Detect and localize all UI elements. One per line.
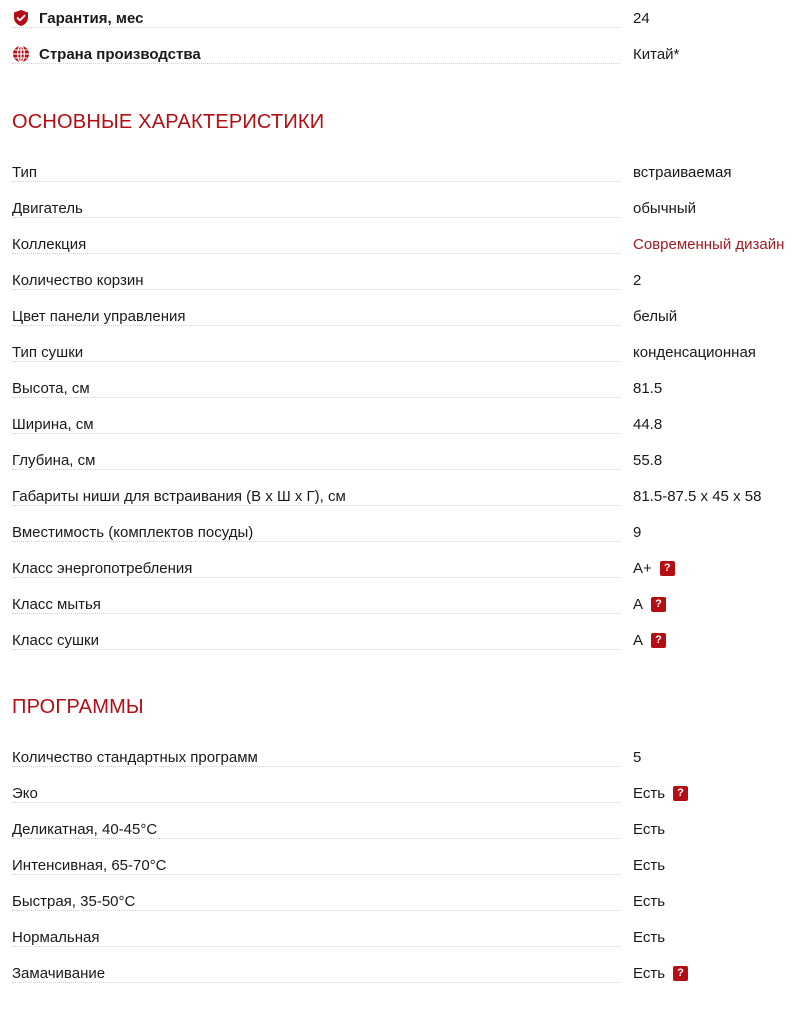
main-spec-value-text: 55.8	[633, 451, 663, 469]
leader-dots	[12, 649, 620, 650]
section-title-main: ОСНОВНЫЕ ХАРАКТЕРИСТИКИ	[12, 111, 325, 133]
main-spec-label: Тип	[12, 164, 43, 181]
program-spec-value-text: Есть	[633, 856, 666, 874]
leader-dots	[12, 433, 620, 434]
program-spec-value-text: Есть	[633, 964, 666, 982]
main-spec-row	[0, 622, 802, 658]
main-spec-row	[0, 514, 802, 550]
main-spec-row	[0, 406, 802, 442]
main-spec-value-text: встраиваемая	[633, 163, 732, 181]
main-spec-value-text: A	[633, 631, 644, 649]
leader-dots	[12, 469, 620, 470]
main-spec-label: Глубина, см	[12, 452, 101, 469]
leader-dots	[12, 802, 620, 803]
main-spec-row	[0, 190, 802, 226]
leader-dots	[12, 577, 620, 578]
main-spec-value-text: 9	[633, 523, 642, 541]
main-spec-value-text: белый	[633, 307, 678, 325]
program-spec-value	[633, 847, 665, 883]
main-spec-label: Класс энергопотребления	[12, 560, 198, 577]
main-spec-label: Двигатель	[12, 200, 89, 217]
main-spec-value	[633, 190, 696, 226]
program-spec-label: Количество стандартных программ	[12, 749, 264, 766]
main-spec-label: Коллекция	[12, 236, 92, 253]
main-spec-label: Габариты ниши для встраивания (В х Ш х Г), см	[12, 488, 352, 505]
spec-row-warranty	[0, 0, 802, 36]
help-icon[interactable]: ?	[651, 633, 666, 648]
program-spec-row	[0, 919, 802, 955]
main-spec-value	[633, 406, 662, 442]
program-spec-value-text: Есть	[633, 892, 666, 910]
leader-dots	[12, 325, 620, 326]
program-spec-row	[0, 847, 802, 883]
main-spec-row	[0, 226, 802, 262]
main-spec-value-text: 44.8	[633, 415, 663, 433]
shield-icon	[12, 9, 30, 27]
leader-dots	[12, 361, 620, 362]
program-spec-row	[0, 811, 802, 847]
main-spec-value	[633, 298, 677, 334]
program-spec-value-text: Есть	[633, 928, 666, 946]
main-spec-value	[633, 514, 641, 550]
leader-dots	[12, 253, 620, 254]
program-spec-row	[0, 955, 802, 991]
main-spec-value-text: обычный	[633, 199, 696, 217]
program-spec-label: Деликатная, 40-45°C	[12, 821, 163, 838]
main-spec-value-text: 81.5-87.5 х 45 х 58	[633, 487, 762, 505]
spec-row-country	[0, 36, 802, 72]
main-spec-value-text: A	[633, 595, 644, 613]
help-icon[interactable]: ?	[673, 786, 688, 801]
main-spec-row	[0, 154, 802, 190]
main-spec-row	[0, 370, 802, 406]
main-spec-label: Количество корзин	[12, 272, 150, 289]
program-spec-value	[633, 919, 665, 955]
warranty-value: 24	[633, 9, 650, 27]
leader-dots	[12, 27, 620, 28]
main-spec-value	[633, 442, 662, 478]
leader-dots	[12, 397, 620, 398]
main-spec-row	[0, 478, 802, 514]
program-spec-label: Замачивание	[12, 965, 111, 982]
leader-dots	[12, 505, 620, 506]
program-spec-value-text: Есть	[633, 820, 666, 838]
leader-dots	[12, 946, 620, 947]
leader-dots	[12, 910, 620, 911]
main-spec-row	[0, 586, 802, 622]
main-spec-value	[633, 370, 662, 406]
main-spec-value	[633, 550, 675, 586]
main-spec-value-text: 81.5	[633, 379, 663, 397]
leader-dots	[12, 982, 620, 983]
globe-icon	[12, 45, 30, 63]
main-spec-row	[0, 334, 802, 370]
leader-dots	[12, 181, 620, 182]
main-spec-value	[633, 586, 666, 622]
main-spec-label: Класс мытья	[12, 596, 107, 613]
leader-dots	[12, 874, 620, 875]
country-value: Китай*	[633, 45, 680, 63]
leader-dots	[12, 613, 620, 614]
section-title-programs: ПРОГРАММЫ	[12, 696, 144, 718]
collection-link[interactable]: Современный дизайн	[633, 235, 785, 253]
program-spec-value	[633, 811, 665, 847]
leader-dots	[12, 838, 620, 839]
main-spec-value	[633, 334, 756, 370]
program-spec-value	[633, 775, 688, 811]
help-icon[interactable]: ?	[673, 966, 688, 981]
program-spec-value	[633, 739, 641, 775]
program-spec-label: Интенсивная, 65-70°C	[12, 857, 173, 874]
main-spec-value	[633, 226, 784, 262]
program-spec-label: Нормальная	[12, 929, 106, 946]
program-spec-label: Эко	[12, 785, 44, 802]
help-icon[interactable]: ?	[651, 597, 666, 612]
main-spec-value	[633, 154, 732, 190]
leader-dots	[12, 766, 620, 767]
program-spec-value	[633, 883, 665, 919]
main-spec-label: Цвет панели управления	[12, 308, 191, 325]
program-spec-row	[0, 775, 802, 811]
main-spec-label: Класс сушки	[12, 632, 105, 649]
main-spec-value	[633, 478, 761, 514]
main-spec-row	[0, 550, 802, 586]
help-icon[interactable]: ?	[660, 561, 675, 576]
main-spec-row	[0, 262, 802, 298]
leader-dots	[12, 289, 620, 290]
program-spec-value-text: 5	[633, 748, 642, 766]
program-spec-value	[633, 955, 688, 991]
leader-dots	[12, 63, 620, 64]
main-spec-row	[0, 442, 802, 478]
main-spec-row	[0, 298, 802, 334]
program-spec-row	[0, 739, 802, 775]
main-spec-label: Ширина, см	[12, 416, 100, 433]
program-spec-row	[0, 883, 802, 919]
leader-dots	[12, 217, 620, 218]
main-spec-value-text: конденсационная	[633, 343, 756, 361]
main-spec-value-text: 2	[633, 271, 642, 289]
main-spec-value	[633, 262, 641, 298]
leader-dots	[12, 541, 620, 542]
main-spec-label: Высота, см	[12, 380, 96, 397]
main-spec-label: Вместимость (комплектов посуды)	[12, 524, 259, 541]
country-label: Страна производства	[39, 46, 207, 63]
program-spec-value-text: Есть	[633, 784, 666, 802]
main-spec-value	[633, 622, 666, 658]
program-spec-label: Быстрая, 35-50°C	[12, 893, 141, 910]
main-spec-label: Тип сушки	[12, 344, 89, 361]
warranty-label: Гарантия, мес	[39, 10, 149, 27]
main-spec-value-text: A+	[633, 559, 652, 577]
